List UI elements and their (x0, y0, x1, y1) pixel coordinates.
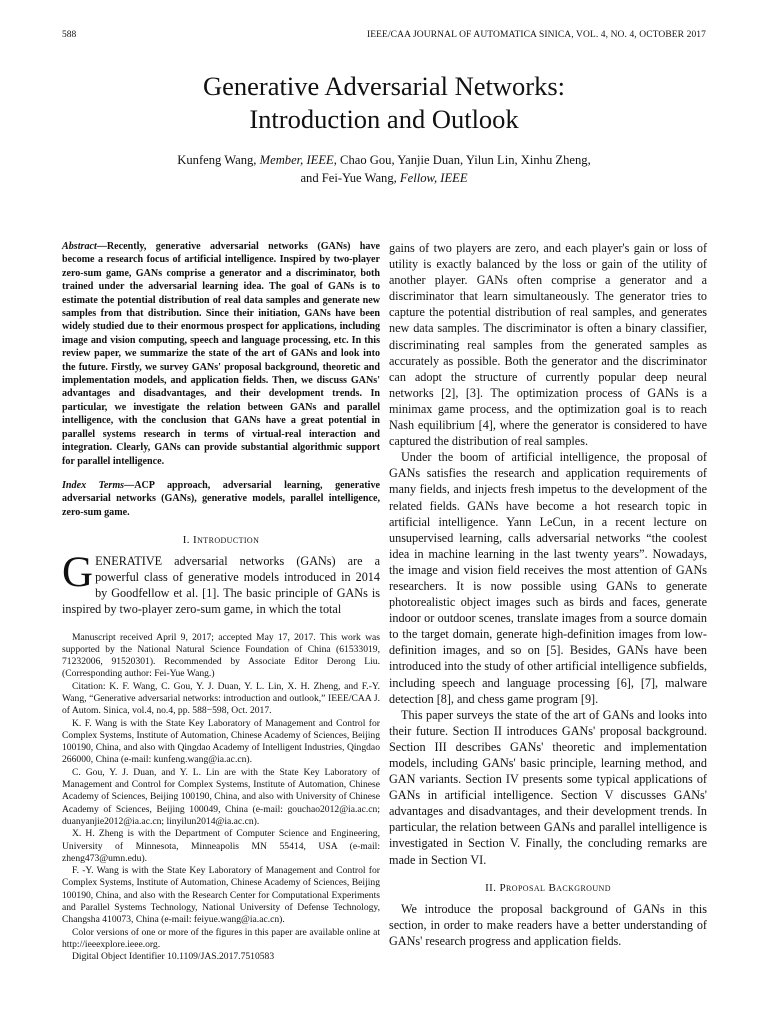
paragraph-background: We introduce the proposal background of GANs in this section, in order to make readers have a better understanding of GANs' research progress and application fields. (389, 901, 707, 948)
index-terms (62, 479, 380, 519)
authors-rest: , Chao Gou, Yanjie Duan, Yilun Lin, Xinhu Zheng, (333, 153, 591, 167)
footnote-affil-wang: K. F. Wang is with the State Key Laboratory of Management and Control for Complex Systems, Institute of Automation, Chinese Academy of Sciences, Beijing 100190, China, and also with Qingdao Academy of Intelligent Industries, Qingdao 266000, China (e-mail: kunfeng.wang@ia.ac.cn). (62, 717, 380, 766)
title-line-2: Introduction and Outlook (249, 104, 519, 134)
paragraph-gains: gains of two players are zero, and each player's gain or loss of utility is exactly balanced by the loss or gain of the utility of another player. GANs often comprise a generator and a discriminator that learn simultaneously. The generator tries to capture the potential distribution of real samples, and generates new data samples. The discriminator is often a binary classifier, discriminating real samples from the generated samples as accurately as possible. Both the generator and the discriminator can adopt the structure of currently popular deep neural networks [2], [3]. The optimization process of GANs is a minimax game process, and the optimization goal is to reach Nash equilibrium [4], where the generator is considered to have captured the distribution of real samples. (389, 241, 707, 449)
footnote-affil-zheng: X. H. Zheng is with the Department of Computer Science and Engineering, University of Minnesota, Minneapolis MN 55414, USA (e-mail: zheng473@umn.edu). (62, 828, 380, 864)
index-terms-text: —ACP approach, adversarial learning, generative adversarial networks (GANs), generative models, parallel intelligence, zero-sum game. (62, 479, 380, 518)
author-1-role: Member, IEEE (259, 153, 334, 167)
page-number: 588 (62, 30, 77, 40)
author-1: Kunfeng Wang, (177, 153, 260, 167)
paper-title (0, 70, 768, 136)
authors-line-1 (0, 151, 768, 169)
footnote-doi: Digital Object Identifier 10.1109/JAS.2017.7510583 (72, 951, 275, 963)
title-line-1: Generative Adversarial Networks: (202, 71, 566, 101)
footnote-manuscript: Manuscript received April 9, 2017; accepted May 17, 2017. This work was supported by the National Natural Science Foundation of China (61533019, 71232006, 91520301). Recommended by Associate Editor Derong Liu. (Corresponding author: Fei-Yue Wang.) (62, 631, 380, 680)
section-heading-introduction: I. Introduction (182, 534, 260, 547)
abstract (62, 240, 380, 468)
intro-paragraph (62, 549, 380, 617)
section-heading-proposal: II. Proposal Background (485, 881, 611, 894)
paragraph-boom: Under the boom of artificial intelligence, the proposal of GANs satisfies the research and application requirements of many fields, and injects fresh impetus to the development of the related fields. GANs have become a hot research topic in artificial intelligence. Yann LeCun, in a recent lecture on unsupervised learning, calls adversarial networks “the coolest idea in machine learning in the last twenty years”. Nowadays, the image and vision field receives the most attention of GANs researchers. It is now possible using GANs to generate photorealistic object images such as birds and faces, generate indoor or outdoor scenes, translate images from a source domain to the target domain, generate high-definition images from low-definition images, and so on [5]. Besides, GANs have been introduced into the study of other artificial intelligence subfields, including speech and language processing [6], [7], malware detection [8], and chess game program [9]. (389, 450, 707, 706)
abstract-text: —Recently, generative adversarial networks (GANs) have become a research focus of artificial intelligence. Inspired by two-player zero-sum game, GANs comprise a generator and a discriminator, both trained under the adversarial learning idea. The goal of GANs is to estimate the potential distribution of real data samples and generate new samples from that distribution. Since their initiation, GANs have been widely studied due to their enormous prospect for applications, including image and vision computing, speech and language processing, etc. In this review paper, we summarize the state of the art of GANs and look into the future. Firstly, we survey GANs' proposal background, theoretic and implementation models, and application fields. Then, we discuss GANs' advantages and disadvantages, and their development trends. In particular, we investigate the relation between GANs and parallel intelligence, with the conclusion that GANs have a great potential in parallel systems research in terms of virtual-real interaction and integration. Clearly, GANs can provide substantial algorithmic support for parallel intelligence. (62, 241, 380, 467)
footnote-citation: Citation: K. F. Wang, C. Gou, Y. J. Duan, Y. L. Lin, X. H. Zheng, and F.-Y. Wang, “Generative adversarial networks: introduction and outlook,” IEEE/CAA J. of Autom. Sinica, vol.4, no.4, pp. 588−598, Oct. 2017. (62, 680, 380, 717)
intro-text: ENERATIVE adversarial networks (GANs) are a powerful class of generative models introduced in 2014 by Goodfellow et al. [1]. The basic principle of GANs is inspired by two-player zero-sum game, in which the total (62, 554, 380, 617)
footnote-color: Color versions of one or more of the figures in this paper are available online at http://ieeexplore.ieee.org. (62, 926, 380, 950)
journal-header: IEEE/CAA JOURNAL OF AUTOMATICA SINICA, VOL. 4, NO. 4, OCTOBER 2017 (366, 30, 706, 40)
footnote-affil-fywang: F. -Y. Wang is with the State Key Laboratory of Management and Control for Complex Systems, Institute of Automation, Chinese Academy of Sciences, Beijing 100190, China, and also with the Research Center for Computational Experiments and Parallel Systems Technology, National University of Defense Technology, Changsha 410073, China (e-mail: feiyue.wang@ia.ac.cn). (62, 865, 380, 926)
author-last: and Fei-Yue Wang, (300, 171, 400, 185)
right-column (389, 240, 707, 949)
drop-cap: G (62, 549, 94, 597)
author-last-role: Fellow, IEEE (399, 171, 468, 185)
left-column (62, 240, 380, 964)
footnote-affil-gou: C. Gou, Y. J. Duan, and Y. L. Lin are with the State Key Laboratory of Management and Control for Complex Systems, Institute of Automation, Chinese Academy of Sciences, Beijing 100190, China, and also with University of Chinese Academy of Sciences, Beijing 100049, China (e-mail: gouchao2012@ia.ac.cn; duanyanjie2012@ia.ac.cn; linyilun2014@ia.ac.cn). (62, 766, 380, 827)
footnotes (62, 632, 380, 964)
author-list (0, 151, 768, 187)
abstract-lead: Abstract (62, 241, 97, 252)
paragraph-survey: This paper surveys the state of the art of GANs and looks into their future. Section II introduces GANs' proposal background. Section III describes GANs' theoretic and implementation models, including GANs' basic principle, learning method, and GAN variants. Section IV presents some typical applications of GANs in artificial intelligence. Section V discusses GANs' advantages and disadvantages, and their development trends. In particular, the relation between GANs and parallel intelligence is investigated in Section V. Finally, the concluding remarks are made in Section VI. (389, 707, 707, 867)
index-terms-lead: Index Terms (62, 479, 125, 491)
authors-line-2 (0, 169, 768, 187)
